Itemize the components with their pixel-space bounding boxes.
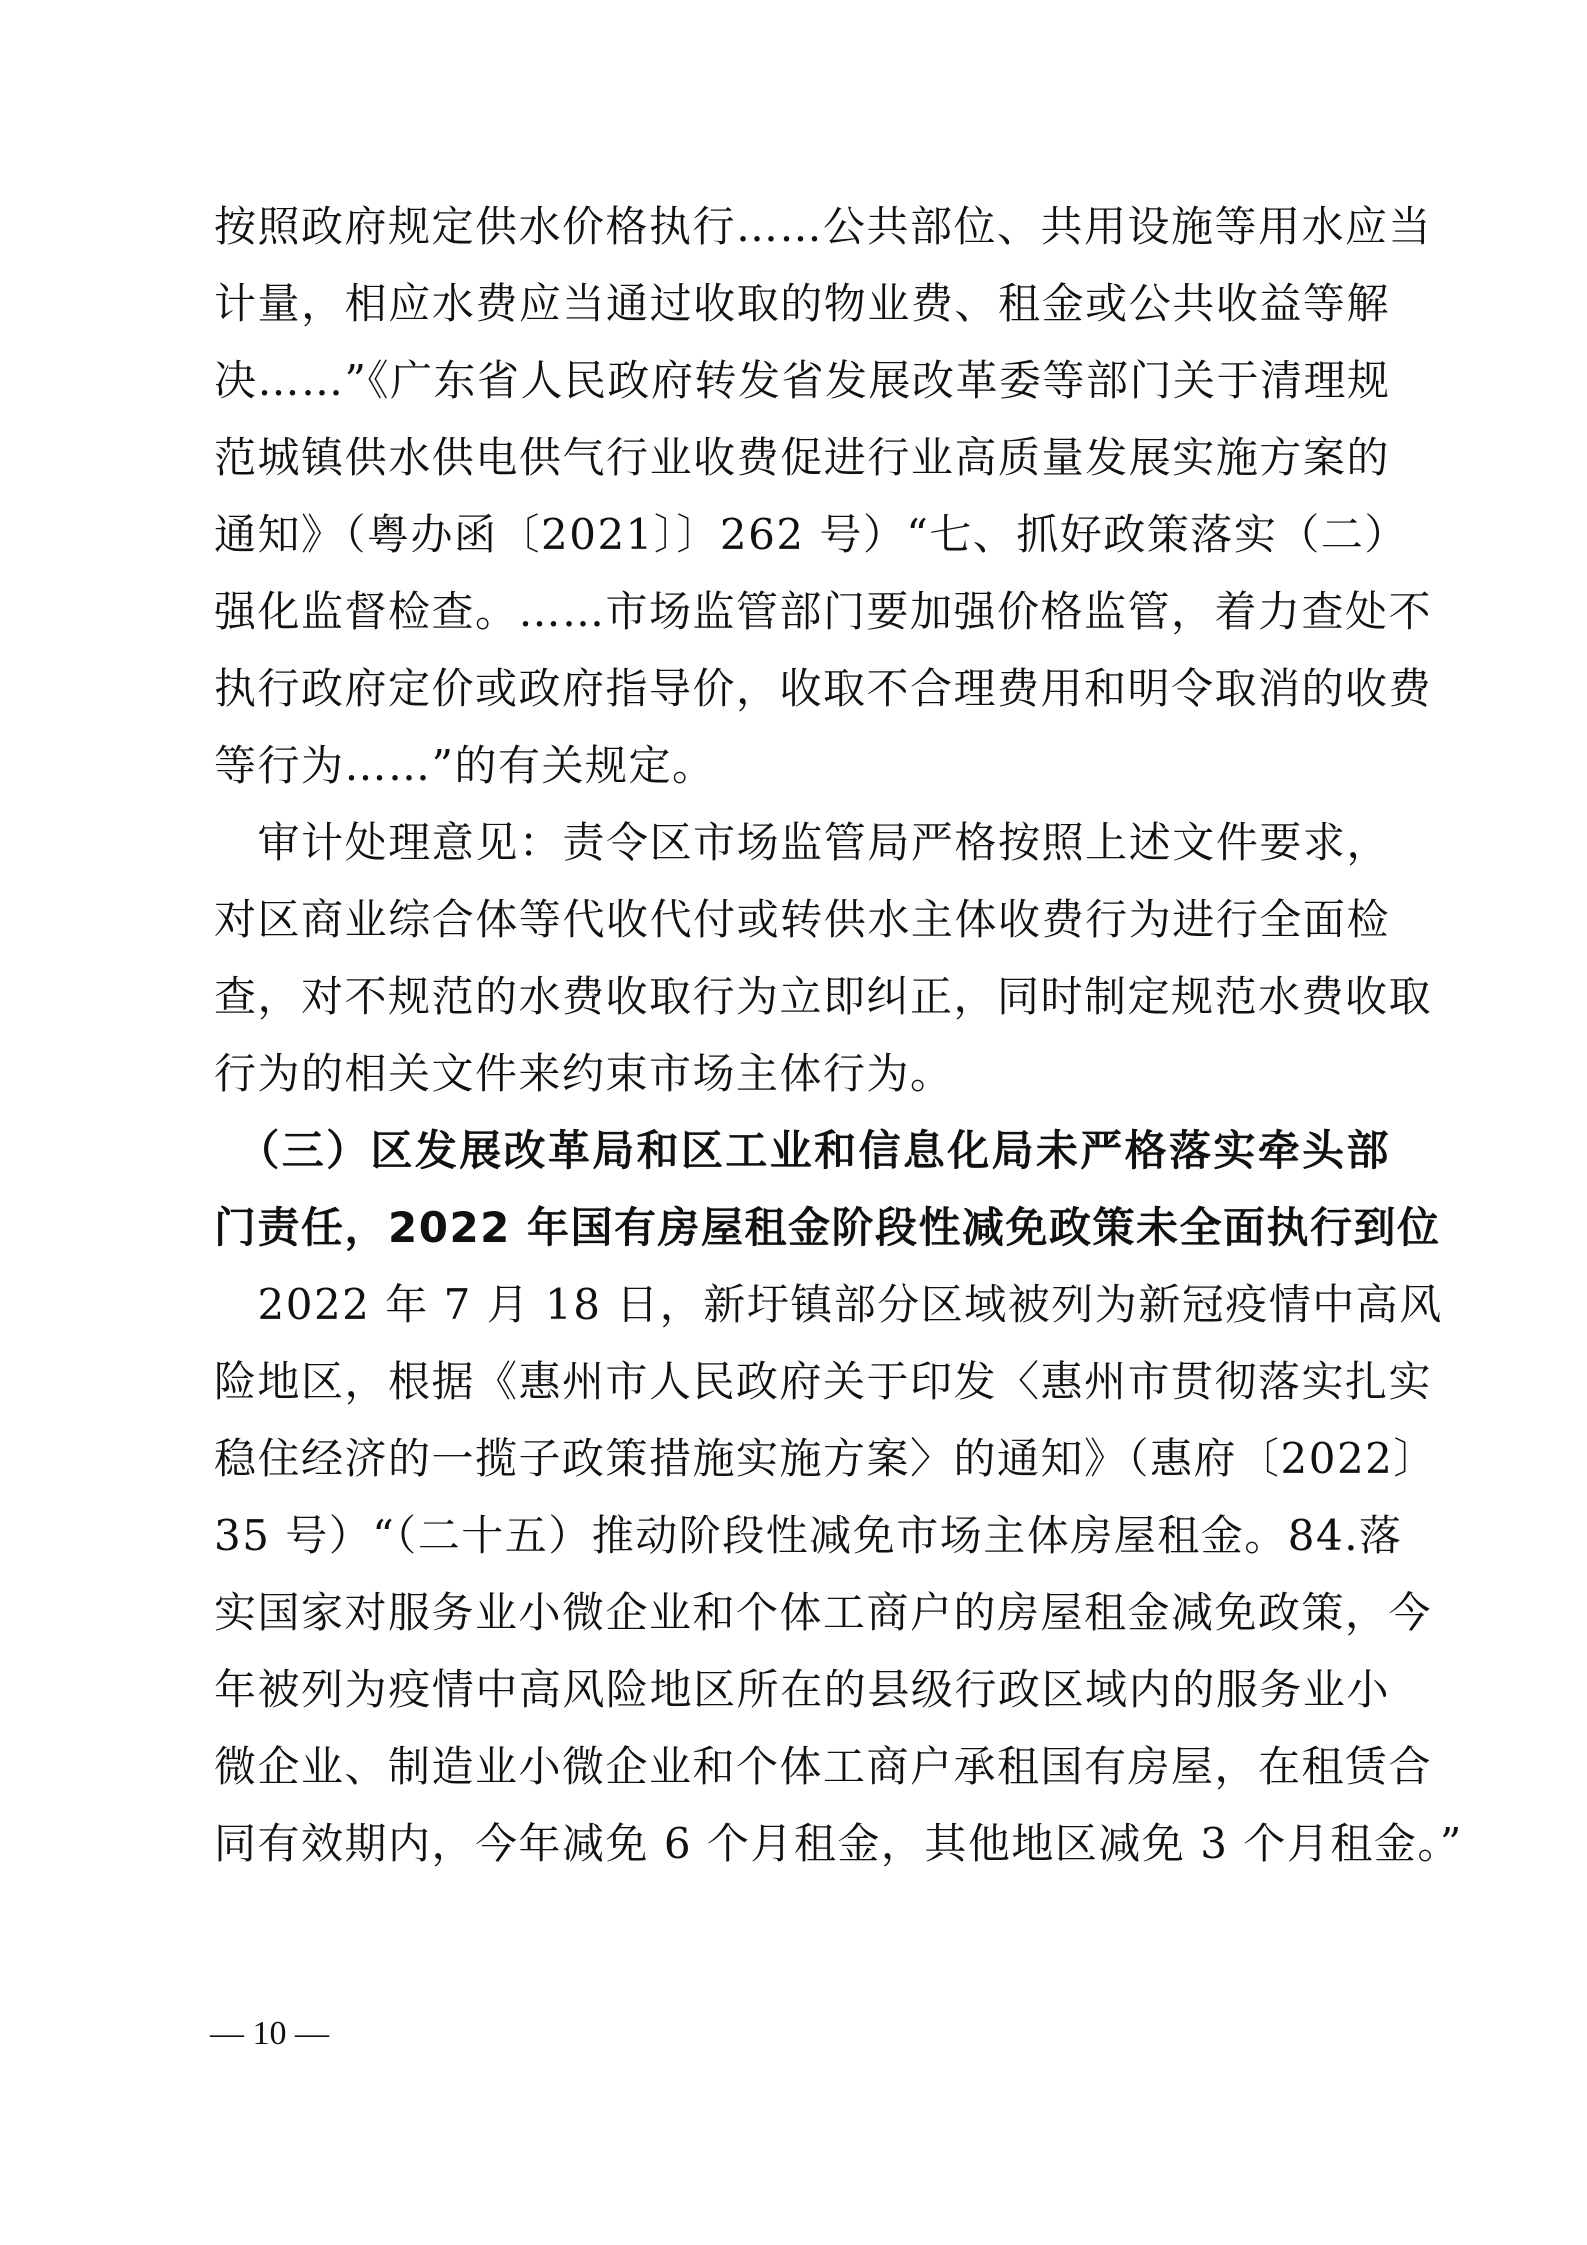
text-line: 同有效期内，今年减免 6 个月租金，其他地区减免 3 个月租金。” — [214, 1819, 1463, 1868]
text-line: 查，对不规范的水费收取行为立即纠正，同时制定规范水费收取 — [214, 972, 1433, 1021]
heading-line: 门责任，2022 年国有房屋租金阶段性减免政策未全面执行到位 — [214, 1203, 1441, 1252]
text-line: 范城镇供水供电供气行业收费促进行业高质量发展实施方案的 — [214, 433, 1390, 482]
paragraph-water-pricing — [214, 188, 1433, 804]
page-number: — 10 — — [210, 2015, 329, 2052]
text-line: 计量，相应水费应当通过收取的物业费、租金或公共收益等解 — [214, 279, 1390, 328]
paragraph-rent-reduction — [214, 1266, 1463, 1882]
text-line: 2022 年 7 月 18 日，新圩镇部分区域被列为新冠疫情中高风 — [214, 1280, 1443, 1329]
text-line: 对区商业综合体等代收代付或转供水主体收费行为进行全面检 — [214, 895, 1390, 944]
text-line: 稳住经济的一揽子政策措施实施方案〉的通知》（惠府〔2022〕 — [214, 1434, 1437, 1483]
text-line: 险地区，根据《惠州市人民政府关于印发〈惠州市贯彻落实扎实 — [214, 1357, 1433, 1406]
text-line: 决……”《广东省人民政府转发省发展改革委等部门关于清理规 — [214, 356, 1391, 405]
paragraph-audit-opinion — [214, 804, 1433, 1112]
text-line: 执行政府定价或政府指导价，收取不合理费用和明令取消的收费 — [214, 664, 1433, 713]
text-line: 年被列为疫情中高风险地区所在的县级行政区域内的服务业小 — [214, 1665, 1390, 1714]
text-line: 等行为……”的有关规定。 — [214, 741, 716, 790]
text-line: 35 号）“（二十五）推动阶段性减免市场主体房屋租金。84.落 — [214, 1511, 1403, 1560]
text-line: 实国家对服务业小微企业和个体工商户的房屋租金减免政策，今 — [214, 1588, 1433, 1637]
heading-line: （三）区发展改革局和区工业和信息化局未严格落实牵头部 — [214, 1126, 1390, 1175]
text-line: 行为的相关文件来约束市场主体行为。 — [214, 1049, 954, 1098]
text-line: 按照政府规定供水价格执行……公共部位、共用设施等用水应当 — [214, 202, 1433, 251]
section-heading — [214, 1112, 1441, 1266]
text-line: 强化监督检查。……市场监管部门要加强价格监管，着力查处不 — [214, 587, 1433, 636]
text-line: 通知》（粤办函〔2021〕〕262 号）“七、抓好政策落实（二） — [214, 510, 1408, 559]
text-line: 微企业、制造业小微企业和个体工商户承租国有房屋，在租赁合 — [214, 1742, 1433, 1791]
text-line: 审计处理意见：责令区市场监管局严格按照上述文件要求， — [214, 818, 1390, 867]
